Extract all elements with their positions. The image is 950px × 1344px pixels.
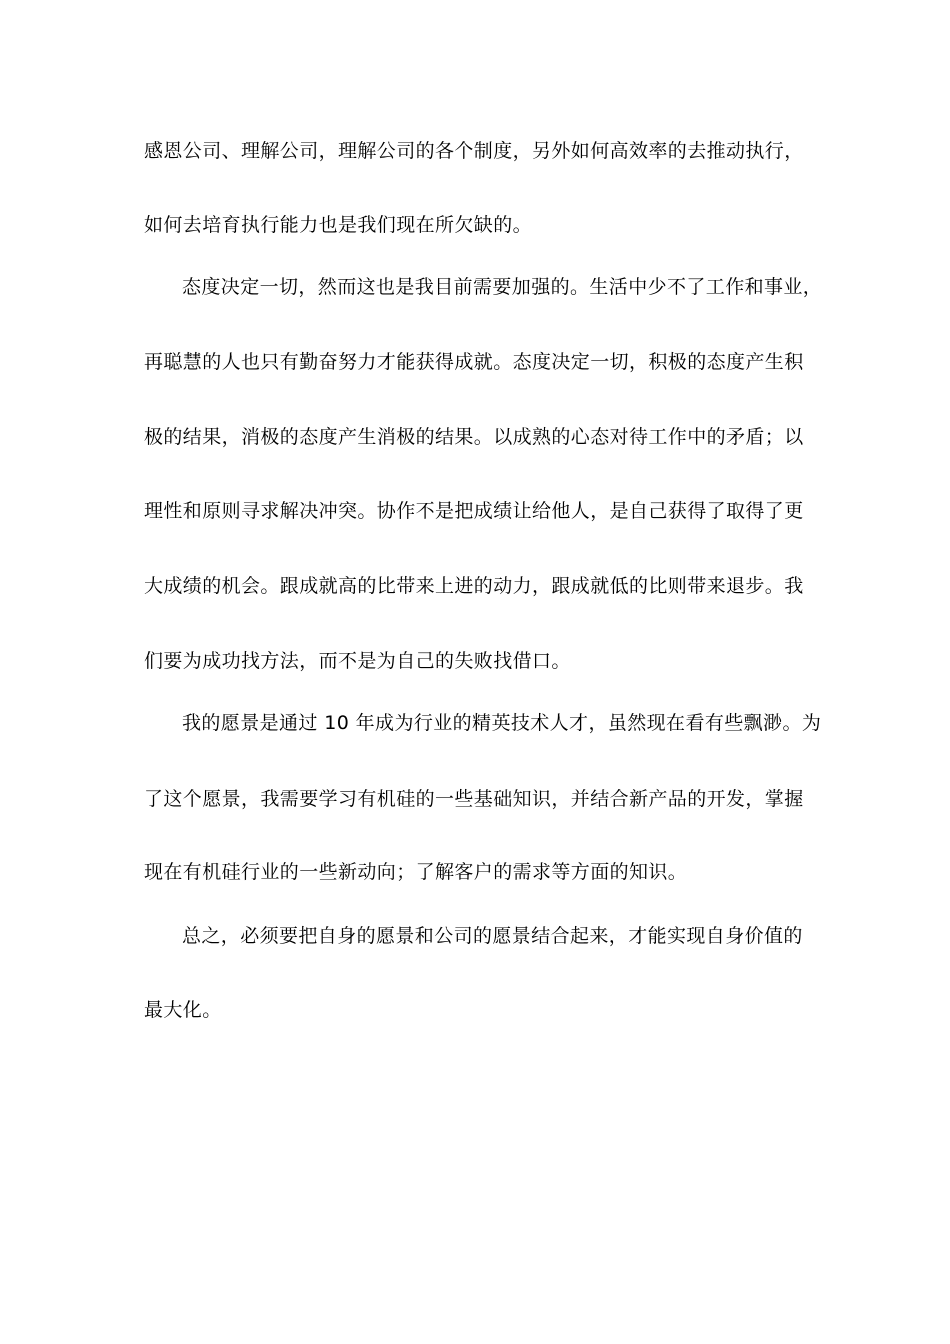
paragraph-start-line: 我的愿景是通过 10 年成为行业的精英技术人才，虽然现在看有些飘渺。为 [182, 712, 822, 734]
text-line: 最大化。 [144, 999, 222, 1021]
text-line: 现在有机硅行业的一些新动向；了解客户的需求等方面的知识。 [144, 861, 688, 883]
text-line: 大成绩的机会。跟成就高的比带来上进的动力，跟成就低的比则带来退步。我 [144, 575, 804, 597]
text-line: 了这个愿景，我需要学习有机硅的一些基础知识，并结合新产品的开发，掌握 [144, 788, 804, 810]
text-line: 再聪慧的人也只有勤奋努力才能获得成就。态度决定一切，积极的态度产生积 [144, 351, 804, 373]
text-line: 们要为成功找方法，而不是为自己的失败找借口。 [144, 650, 571, 672]
text-line: 极的结果，消极的态度产生消极的结果。以成熟的心态对待工作中的矛盾；以 [144, 426, 804, 448]
paragraph-start-line: 态度决定一切，然而这也是我目前需要加强的。生活中少不了工作和事业， [182, 276, 823, 298]
paragraph-start-line: 总之，必须要把自身的愿景和公司的愿景结合起来，才能实现自身价值的 [182, 925, 803, 947]
text-line: 感恩公司、理解公司，理解公司的各个制度，另外如何高效率的去推动执行， [144, 140, 804, 162]
text-line: 如何去培育执行能力也是我们现在所欠缺的。 [144, 214, 533, 236]
text-line: 理性和原则寻求解决冲突。协作不是把成绩让给他人，是自己获得了取得了更 [144, 500, 804, 522]
